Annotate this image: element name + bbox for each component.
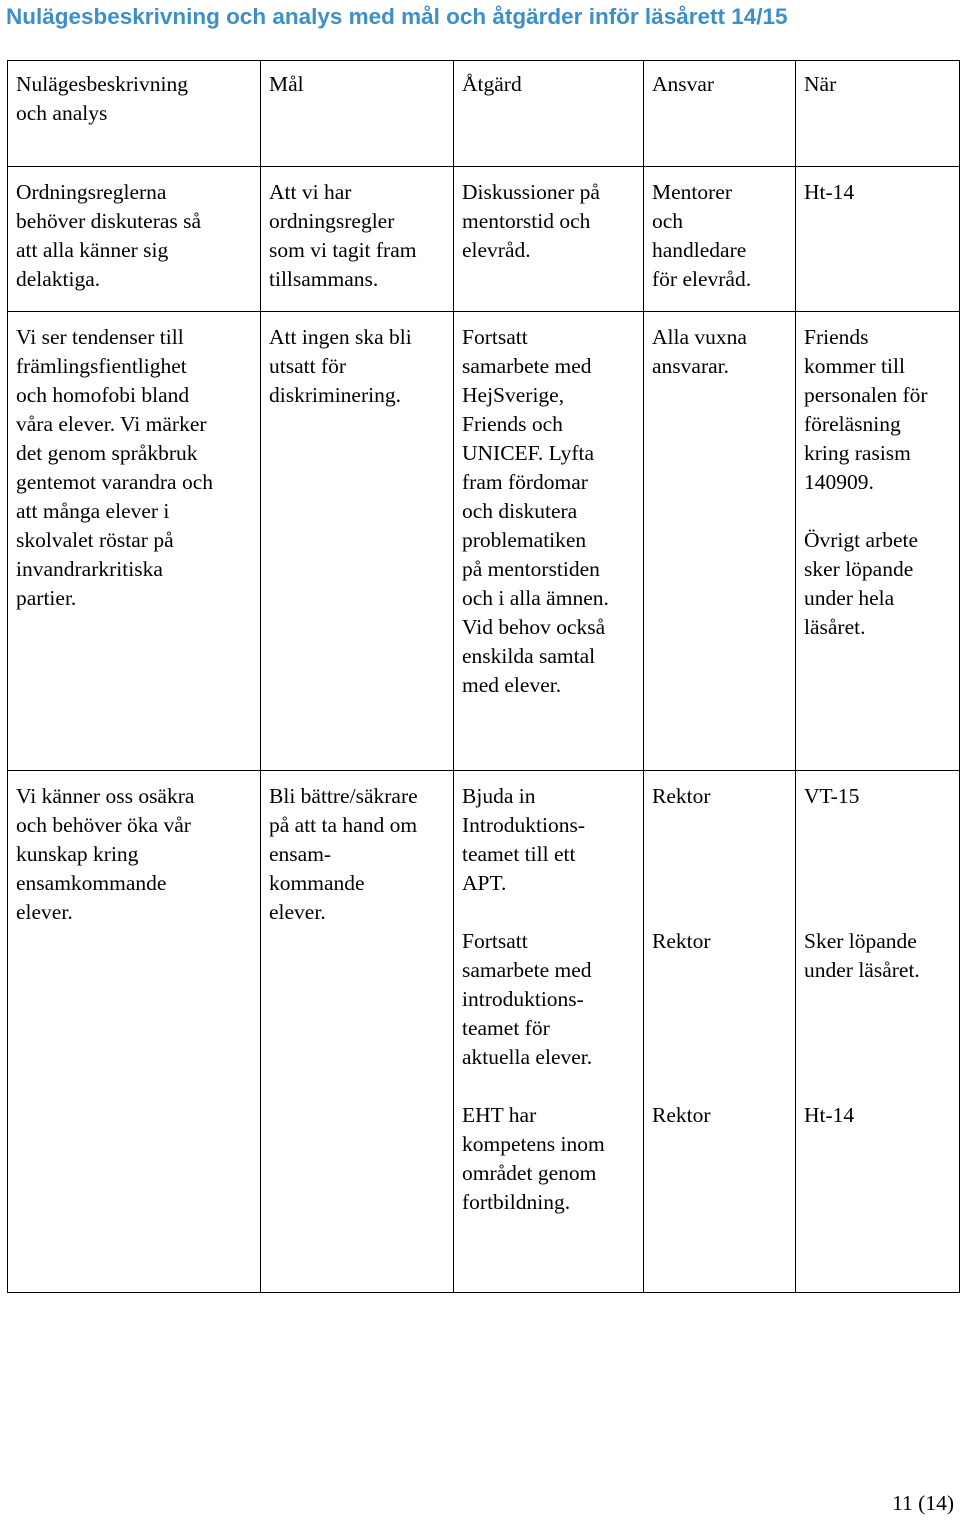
table-row	[8, 312, 960, 771]
cell-text-line: diskriminering.	[269, 383, 401, 407]
blank-line	[804, 985, 952, 1014]
blank-line	[462, 898, 636, 927]
cell-text-line: läsåret.	[804, 615, 866, 639]
cell-text-line: aktuella elever.	[462, 1045, 593, 1069]
cell-nulage	[8, 167, 261, 312]
cell-mal	[261, 167, 454, 312]
cell-text-line: enskilda samtal	[462, 644, 596, 668]
cell-ansvar	[644, 167, 796, 312]
cell-text-line: för elevråd.	[652, 267, 752, 291]
cell-text-line: teamet för	[462, 1016, 550, 1040]
cell-text-line: att alla känner sig	[16, 238, 169, 262]
cell-text-line: Fortsatt	[462, 929, 528, 953]
cell-text-line: området genom	[462, 1161, 597, 1185]
cell-text-line: Alla vuxna	[652, 325, 747, 349]
cell-text-line: Övrigt arbete	[804, 528, 919, 552]
cell-nulage	[8, 771, 261, 1293]
cell-text-line: gentemot varandra och	[16, 470, 213, 494]
cell-text-line: våra elever. Vi märker	[16, 412, 207, 436]
cell-text-line: Vid behov också	[462, 615, 606, 639]
cell-text-line: kommande	[269, 871, 365, 895]
cell-text-line: utsatt för	[269, 354, 347, 378]
blank-line	[652, 869, 788, 898]
cell-text-line: Mål	[269, 72, 304, 96]
blank-line	[804, 1043, 952, 1072]
cell-text-line: Rektor	[652, 1103, 711, 1127]
cell-text-line: fortbildning.	[462, 1190, 571, 1214]
blank-line	[804, 1072, 952, 1101]
cell-text-line: på mentorstiden	[462, 557, 600, 581]
cell-text-line: ensamkommande	[16, 871, 167, 895]
cell-text-line: partier.	[16, 586, 77, 610]
blank-line	[804, 497, 952, 526]
cell-text-line: Bli bättre/säkrare	[269, 784, 418, 808]
blank-line	[652, 985, 788, 1014]
cell-text-line: främlingsfientlighet	[16, 354, 187, 378]
cell-text-line: Friends och	[462, 412, 563, 436]
cell-text-line: kommer till	[804, 354, 905, 378]
cell-atgard	[454, 771, 644, 1293]
cell-text-line: med elever.	[462, 673, 562, 697]
column-header-mal	[261, 61, 454, 167]
cell-text-line: invandrarkritiska	[16, 557, 163, 581]
cell-text-line: Rektor	[652, 929, 711, 953]
column-header-ansvar	[644, 61, 796, 167]
blank-line	[652, 1072, 788, 1101]
cell-text-line: Ht-14	[804, 180, 855, 204]
cell-text-line: mentorstid och	[462, 209, 591, 233]
cell-text-line: Nulägesbeskrivning	[16, 72, 188, 96]
cell-text-line: handledare	[652, 238, 747, 262]
blank-line	[804, 869, 952, 898]
cell-text-line: Friends	[804, 325, 869, 349]
cell-text-line: Vi känner oss osäkra	[16, 784, 195, 808]
column-header-nar	[796, 61, 960, 167]
cell-text-line: föreläsning	[804, 412, 901, 436]
cell-text-line: Sker löpande	[804, 929, 917, 953]
blank-line	[652, 1043, 788, 1072]
cell-text-line: och behöver öka vår	[16, 813, 191, 837]
cell-nar	[796, 312, 960, 771]
blank-line	[652, 840, 788, 869]
table-header-row	[8, 61, 960, 167]
cell-text-line: 140909.	[804, 470, 874, 494]
cell-ansvar	[644, 771, 796, 1293]
cell-mal	[261, 771, 454, 1293]
cell-text-line: Vi ser tendenser till	[16, 325, 184, 349]
cell-text-line: och analys	[16, 101, 108, 125]
cell-text-line: När	[804, 72, 837, 96]
cell-text-line: som vi tagit fram	[269, 238, 417, 262]
table-row	[8, 771, 960, 1293]
blank-line	[652, 898, 788, 927]
cell-text-line: Att ingen ska bli	[269, 325, 412, 349]
cell-text-line: introduktions-	[462, 987, 584, 1011]
cell-atgard	[454, 312, 644, 771]
blank-line	[652, 811, 788, 840]
blank-line	[652, 956, 788, 985]
blank-line	[652, 1014, 788, 1043]
blank-line	[804, 840, 952, 869]
cell-text-line: kunskap kring	[16, 842, 139, 866]
cell-text-line: Mentorer	[652, 180, 732, 204]
blank-line	[804, 1014, 952, 1043]
cell-text-line: behöver diskuteras så	[16, 209, 202, 233]
cell-text-line: på att ta hand om	[269, 813, 418, 837]
page-title: Nulägesbeskrivning och analys med mål och åtgärder inför läsårett 14/15	[6, 4, 788, 29]
cell-text-line: VT-15	[804, 784, 860, 808]
cell-text-line: elevråd.	[462, 238, 531, 262]
cell-text-line: Att vi har	[269, 180, 352, 204]
cell-mal	[261, 312, 454, 771]
cell-text-line: tillsammans.	[269, 267, 379, 291]
cell-text-line: kring rasism	[804, 441, 911, 465]
cell-text-line: UNICEF. Lyfta	[462, 441, 595, 465]
cell-text-line: elever.	[269, 900, 326, 924]
cell-text-line: skolvalet röstar på	[16, 528, 174, 552]
cell-text-line: kompetens inom	[462, 1132, 605, 1156]
cell-text-line: Ht-14	[804, 1103, 855, 1127]
cell-text-line: HejSverige,	[462, 383, 565, 407]
cell-text-line: APT.	[462, 871, 507, 895]
page-number: 11 (14)	[892, 1491, 954, 1515]
cell-text-line: och homofobi bland	[16, 383, 190, 407]
cell-text-line: Introduktions-	[462, 813, 586, 837]
cell-text-line: EHT har	[462, 1103, 537, 1127]
cell-text-line: elever.	[16, 900, 73, 924]
cell-text-line: och	[652, 209, 684, 233]
cell-text-line: Bjuda in	[462, 784, 536, 808]
cell-text-line: ordningsregler	[269, 209, 395, 233]
cell-text-line: problematiken	[462, 528, 587, 552]
cell-ansvar	[644, 312, 796, 771]
cell-text-line: Ansvar	[652, 72, 715, 96]
cell-text-line: under läsåret.	[804, 958, 920, 982]
cell-text-line: ensam-	[269, 842, 332, 866]
cell-nar	[796, 771, 960, 1293]
column-header-atgard	[454, 61, 644, 167]
cell-text-line: det genom språkbruk	[16, 441, 198, 465]
cell-text-line: sker löpande	[804, 557, 914, 581]
cell-text-line: teamet till ett	[462, 842, 576, 866]
cell-nulage	[8, 312, 261, 771]
cell-text-line: delaktiga.	[16, 267, 101, 291]
blank-line	[804, 898, 952, 927]
cell-text-line: och i alla ämnen.	[462, 586, 609, 610]
cell-nar	[796, 167, 960, 312]
cell-text-line: Åtgärd	[462, 72, 522, 96]
cell-text-line: personalen för	[804, 383, 928, 407]
cell-text-line: samarbete med	[462, 354, 592, 378]
cell-text-line: ansvarar.	[652, 354, 730, 378]
cell-text-line: Ordningsreglerna	[16, 180, 167, 204]
cell-text-line: och diskutera	[462, 499, 578, 523]
cell-text-line: Diskussioner på	[462, 180, 600, 204]
cell-text-line: Fortsatt	[462, 325, 528, 349]
cell-text-line: fram fördomar	[462, 470, 588, 494]
action-plan-table	[7, 60, 960, 1293]
blank-line	[804, 811, 952, 840]
cell-text-line: under hela	[804, 586, 895, 610]
column-header-nulage	[8, 61, 261, 167]
cell-atgard	[454, 167, 644, 312]
blank-line	[462, 1072, 636, 1101]
cell-text-line: samarbete med	[462, 958, 592, 982]
cell-text-line: att många elever i	[16, 499, 170, 523]
cell-text-line: Rektor	[652, 784, 711, 808]
table-row	[8, 167, 960, 312]
